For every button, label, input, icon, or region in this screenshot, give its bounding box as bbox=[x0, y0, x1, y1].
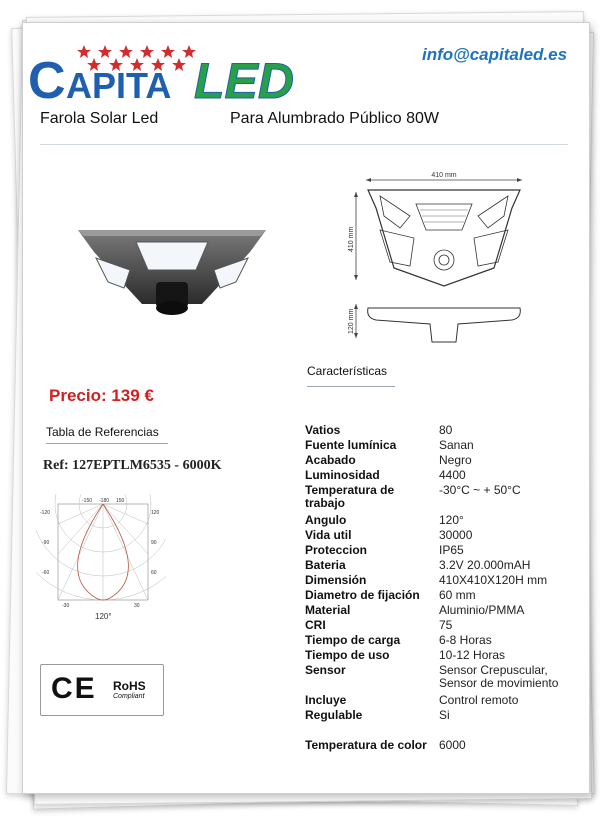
polar-tick-label: -180 bbox=[99, 498, 110, 504]
logo-text-capita-rest: APITA bbox=[66, 65, 172, 106]
spec-key: CRI bbox=[305, 618, 326, 632]
spec-value: Negro bbox=[439, 453, 472, 467]
product-reference: Ref: 127EPTLM6535 - 6000K bbox=[43, 458, 222, 473]
spec-key: Regulable bbox=[305, 708, 363, 722]
characteristics-heading: Características bbox=[307, 364, 388, 378]
characteristics-underline bbox=[307, 386, 395, 387]
spec-key: Vatios bbox=[305, 423, 341, 437]
product-photo bbox=[72, 212, 272, 322]
spec-key: Bateria bbox=[305, 558, 346, 572]
capitaled-logo bbox=[24, 40, 314, 110]
spec-key: Acabado bbox=[305, 453, 356, 467]
polar-tick-label: 60 bbox=[151, 570, 157, 576]
polar-tick-label: -150 bbox=[82, 498, 93, 504]
polar-tick-label: -60 bbox=[42, 570, 50, 576]
street-light-image bbox=[72, 212, 272, 322]
spec-value: 3.2V 20.000mAH bbox=[439, 558, 531, 572]
spec-key: Angulo bbox=[305, 513, 347, 527]
spec-value: Control remoto bbox=[439, 693, 519, 707]
spec-value: 75 bbox=[439, 618, 453, 632]
spec-key: Tiempo de uso bbox=[305, 648, 390, 662]
product-subtitle: Para Alumbrado Público 80W bbox=[230, 110, 439, 127]
spec-key: Fuente lumínica bbox=[305, 438, 397, 452]
dimension-diagram bbox=[344, 168, 544, 358]
spec-value: 30000 bbox=[439, 528, 473, 542]
polar-distribution-chart bbox=[36, 494, 166, 614]
certification-badge bbox=[40, 664, 164, 716]
reference-table-heading: Tabla de Referencias bbox=[46, 425, 159, 439]
spec-key: Vida util bbox=[305, 528, 352, 542]
spec-key: Proteccion bbox=[305, 543, 368, 557]
spec-value: Aluminio/PMMA bbox=[439, 603, 525, 617]
spec-key: Material bbox=[305, 603, 351, 617]
spec-value: 10-12 Horas bbox=[439, 648, 506, 662]
spec-value: Si bbox=[439, 708, 450, 722]
polar-tick-label: 120 bbox=[151, 510, 160, 516]
dim-height-label: 120 mm bbox=[348, 308, 355, 334]
polar-tick-label: 90 bbox=[151, 540, 157, 546]
rohs-mark: RoHS bbox=[113, 679, 146, 693]
spec-key: Temperatura de color bbox=[305, 738, 427, 752]
dim-width-label: 410 mm bbox=[431, 172, 457, 179]
spec-value: Sanan bbox=[439, 438, 474, 452]
rohs-compliant-label: Compliant bbox=[113, 693, 145, 700]
reference-underline bbox=[46, 443, 168, 444]
spec-value: 410X410X120H mm bbox=[439, 573, 548, 587]
contact-email-link[interactable]: info@capitaled.es bbox=[422, 45, 568, 64]
spec-value: 6000 bbox=[439, 738, 466, 752]
spec-value: 120° bbox=[439, 513, 464, 527]
spec-key: Incluye bbox=[305, 693, 347, 707]
dim-depth-label: 410 mm bbox=[348, 226, 355, 252]
polar-diagram bbox=[36, 494, 166, 614]
spec-key: Sensor bbox=[305, 663, 346, 677]
polar-tick-label: 150 bbox=[116, 498, 125, 504]
spec-value: -30°C ~ + 50°C bbox=[439, 483, 521, 497]
spec-key: Temperatura de trabajo bbox=[305, 483, 395, 510]
logo-text-capita: C bbox=[28, 52, 66, 110]
logo-graphic bbox=[24, 40, 314, 110]
ce-mark-icon: CE bbox=[51, 672, 97, 705]
product-title: Farola Solar Led bbox=[40, 110, 159, 127]
beam-angle-label: 120° bbox=[95, 612, 112, 621]
polar-tick-label: -30 bbox=[62, 603, 70, 609]
spec-value: 4400 bbox=[439, 468, 466, 482]
spec-key: Diametro de fijación bbox=[305, 588, 420, 602]
polar-tick-label: -120 bbox=[40, 510, 51, 516]
spec-key: Luminosidad bbox=[305, 468, 380, 482]
polar-tick-label: 30 bbox=[134, 603, 140, 609]
spec-value: Sensor Crepuscular, Sensor de movimiento bbox=[439, 663, 559, 690]
spec-value: 60 mm bbox=[439, 588, 476, 602]
header-divider bbox=[40, 144, 568, 145]
spec-key: Dimensión bbox=[305, 573, 367, 587]
spec-key: Tiempo de carga bbox=[305, 633, 401, 647]
price-label: Precio: 139 € bbox=[49, 386, 154, 405]
technical-drawing bbox=[344, 168, 544, 358]
spec-value: 6-8 Horas bbox=[439, 633, 492, 647]
spec-value: 80 bbox=[439, 423, 453, 437]
logo-text-led: LED bbox=[194, 53, 294, 109]
polar-tick-label: -90 bbox=[42, 540, 50, 546]
spec-value: IP65 bbox=[439, 543, 464, 557]
